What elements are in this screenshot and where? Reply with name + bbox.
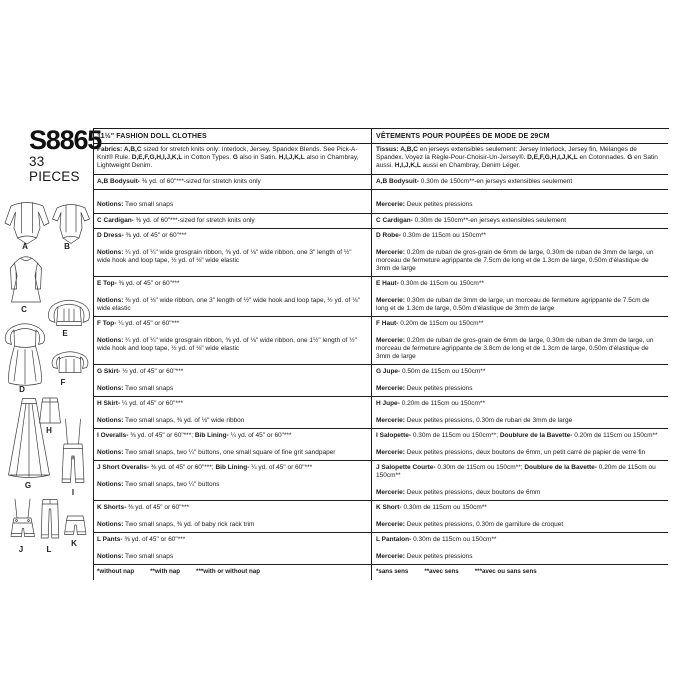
spec-entry-row-11-en — [94, 461, 371, 501]
bold-text: Notions: — [97, 416, 124, 424]
sketch-crop-top-f — [52, 352, 88, 373]
bold-text: G — [232, 154, 238, 161]
spec-para-row-1-en — [94, 144, 371, 175]
notions-line — [376, 449, 662, 457]
bold-text: Notions: — [97, 448, 124, 456]
text: 0.20m de 115cm ou 150cm** — [398, 319, 484, 327]
text: en jerseys extensibles seulement: Jersey Interlock, Jersey fin, Mélanges de Spandex. Voyez la Règle-Pour-Choisir-Un-Jersey®. — [376, 146, 637, 161]
notions-line — [97, 337, 365, 353]
bold-text: Notions: — [97, 296, 124, 304]
sketch-short-overalls-j — [11, 499, 35, 537]
bold-text: Mercerie: — [376, 336, 405, 344]
text: en Satin aussi. — [376, 154, 658, 169]
bold-text: Mercerie: — [376, 296, 405, 304]
spec-entry-row-5-fr — [371, 229, 668, 277]
spec-entry-row-11-fr — [371, 461, 668, 501]
spec-para-row-1-fr — [371, 144, 668, 175]
bold-text: H,I,J,K,L — [394, 162, 421, 169]
notions-line — [97, 521, 365, 529]
notions-line — [376, 417, 662, 425]
text: ⅜ yd. of 60"***-sized for stretch knits only — [133, 216, 255, 224]
text: ½ yd. of 45" or 60"*** — [120, 367, 184, 375]
garment-yardage-line — [376, 432, 662, 440]
garment-yardage-line — [97, 280, 365, 288]
bold-text: Doublure de la Bavette- — [524, 463, 597, 471]
sketch-overalls-i — [62, 419, 84, 483]
notions-line — [376, 521, 662, 529]
bold-text: H,I,J,K,L — [278, 154, 305, 161]
bold-text: Mercerie: — [376, 488, 405, 496]
text: Two small snaps, ⅜ yd. of baby rick rack trim — [123, 520, 255, 528]
text: ¼ yd. of 45" or 60"*** — [249, 463, 313, 471]
bold-text: Mercerie: — [376, 201, 405, 208]
text: Deux petites pressions, deux boutons de 6mm — [404, 488, 541, 496]
bold-text: Bib Lining- — [194, 431, 229, 439]
text: 0.20m de 115cm ou 150cm** — [376, 463, 656, 479]
sketch-pants-l — [41, 500, 59, 539]
bold-text: C Cardigan- — [97, 216, 134, 224]
notions-line — [97, 249, 365, 265]
figure-label-b: B — [64, 242, 70, 251]
figure-label-d: D — [19, 385, 25, 394]
text: also in Chambray, Lightweight Denim. — [97, 154, 359, 169]
text: 0.20m de ruban de gros-grain de 6mm de large, 0.30m de ruban de 3mm de large, un morceau de fermeture agrippante de 3.8cm de long et de 1.3cm de large, 0.50m d'élastique de 3mm de large — [376, 336, 654, 360]
text: 0.20m de 115cm ou 150cm** — [399, 399, 485, 407]
notions-line — [97, 553, 365, 561]
figure-label-f: F — [60, 378, 66, 387]
notions-line — [376, 489, 662, 497]
sketch-bodysuit-short-sleeve-b — [53, 205, 90, 244]
bold-text: E Haut- — [376, 279, 399, 287]
text: Deux petites pressions, 0.30m de garniture de croquet — [404, 520, 564, 528]
figure-label-k: K — [71, 539, 77, 548]
pieces-count: 33 PIECES — [29, 154, 80, 184]
text: ⅜ yd. of ⅛" wide ribbon, one 3" length of ½" wide hook and loop tape, ½ yd. of ⅛" wide elastic — [97, 296, 360, 312]
brand-block — [29, 125, 102, 184]
text: 0.30m de 115cm ou 150cm** — [411, 535, 497, 543]
notions-line — [376, 553, 662, 561]
text: ⅜ yd. of 45" or 60"***; — [149, 463, 216, 471]
spec-entry-row-9-en — [94, 397, 371, 429]
bold-text: D Robe- — [376, 231, 401, 239]
garment-yardage-line — [376, 368, 662, 376]
notions-line — [97, 385, 365, 393]
sketch-shorts-k — [65, 516, 87, 535]
bold-text: Mercerie: — [376, 248, 405, 256]
text: 0.20m de ruban de gros-grain de 6mm de large, 0.30m de ruban de 3mm de large, un morceau de fermeture agrippante de 7.5cm de long et de 1.3cm de large, 0.50m d'élastique de 3mm de large — [376, 248, 654, 272]
text: sized for stretch knits only: Interlock, Jersey, Spandex Blends. See Pick-A-Knit® Rule. — [97, 146, 358, 161]
spec-entry-row-8-en — [94, 365, 371, 397]
text: 0.30m de 150cm**-en jerseys extensibles seulement — [412, 216, 567, 224]
text: 0.30m de 115cm ou 150cm**; — [435, 463, 525, 471]
text: 0.30m de 115cm ou 150cm** — [401, 503, 487, 511]
garment-sketches — [1, 192, 93, 560]
garment-yardage-line — [376, 400, 662, 408]
spec-entry-row-6-en — [94, 277, 371, 317]
notions-line — [376, 337, 662, 361]
text: Deux petites pressions, deux boutons de 6mm, un petit carré de papier de verre fin — [404, 448, 646, 456]
spec-entry-row-13-en — [94, 533, 371, 565]
text: ⅜ yd. of 60"***-sized for stretch knits only — [139, 177, 261, 185]
garment-yardage-line — [97, 536, 365, 544]
spec-entry-row-9-fr — [371, 397, 668, 429]
text: 0.30m de ruban de 3mm de large, un morceau de fermeture agrippante de 7.5cm de long et de 1.3cm de large, 0.50m d'élastique de 3mm de large — [376, 296, 650, 312]
text: aussi en Chambray, Denim Léger. — [420, 162, 521, 169]
sketch-mini-skirt-h — [40, 398, 61, 423]
garment-yardage-line — [376, 280, 662, 288]
spec-entry-row-8-fr — [371, 365, 668, 397]
text: ¼ yd. of 45" or 60"*** — [116, 319, 180, 327]
bold-text: A,B,C — [400, 146, 418, 153]
bold-text: Notions: — [97, 480, 124, 488]
text: ⅜ yd. of 45" or 60"*** — [116, 279, 180, 287]
garment-yardage-line — [376, 232, 662, 240]
sketch-cardigan-c — [11, 257, 42, 302]
bold-text: D,E,F,G,H,I,J,K,L — [131, 154, 183, 161]
bold-text: L Pants- — [97, 535, 123, 543]
bold-text: Notions: — [97, 552, 124, 560]
text: Two small snaps, two ¼" buttons, one small square of fine grit sandpaper — [123, 448, 336, 456]
text: in Cotton Types. — [182, 154, 233, 161]
spec-entry-row-6-fr — [371, 277, 668, 317]
garment-yardage-line — [97, 504, 365, 512]
spec-line-row-2-en — [94, 175, 371, 191]
bold-text: C Cardigan- — [376, 216, 413, 224]
text: 0.20m de 115cm ou 150cm** — [572, 431, 658, 439]
nap-footnote: ***with or without nap — [196, 567, 260, 575]
garment-yardage-line — [376, 536, 662, 544]
figure-label-j: J — [18, 545, 24, 554]
sketch-off-shoulder-dress-d — [5, 324, 44, 386]
bold-text: D,E,F,G,H,I,J,K,L — [527, 154, 578, 161]
text: Deux petites pressions — [404, 201, 473, 208]
bold-text: F Top- — [97, 319, 117, 327]
text: ¼ yd. of ¼" wide grosgrain ribbon, ⅜ yd. of ⅛" wide ribbon, one 1½" length of ½" wide hook and loop tape, ½ yd. of ⅛" wide elastic — [97, 336, 357, 352]
garment-yardage-line — [97, 368, 365, 376]
text: ⅜ yd. of 45" or 60"***; — [128, 431, 195, 439]
spec-entry-row-10-fr — [371, 429, 668, 461]
text: Two small snaps, two ¼" buttons — [123, 480, 220, 488]
bold-text: I Overalls- — [97, 431, 129, 439]
bold-text: J Salopette Courte- — [376, 463, 436, 471]
text: ¼ yd. of ¼" wide grosgrain ribbon, ⅜ yd. of ⅛" wide ribbon, one 3" length of ½" wide hook and loop tape, ½ yd. of ⅛" wide elastic — [97, 248, 352, 264]
spec-line-row-4-en — [94, 214, 371, 230]
text: ⅜ yd. of 45" or 60"*** — [122, 535, 186, 543]
bold-text: Notions: — [97, 336, 124, 344]
garment-yardage-line — [97, 400, 365, 408]
bold-text: Notions: — [97, 520, 124, 528]
sketch-bodysuit-long-sleeve-a — [5, 203, 49, 245]
figure-label-h: H — [46, 426, 52, 435]
spec-entry-row-7-fr — [371, 317, 668, 365]
text: 0.30m de 115cm ou 150cm**; — [411, 431, 500, 439]
bold-text: G Skirt- — [97, 367, 121, 375]
sketch-peasant-top-e — [48, 300, 89, 325]
text: Deux petites pressions — [404, 384, 473, 392]
spec-entry-row-12-fr — [371, 501, 668, 533]
spec-notions-row-3-en — [94, 190, 371, 214]
spec-title-row-0-fr: VÊTEMENTS POUR POUPÉES DE MODE DE 29CM — [371, 129, 668, 144]
bold-text: Mercerie: — [376, 552, 405, 560]
bold-text: Notions: — [97, 384, 124, 392]
spec-foot-row-14-fr — [371, 565, 668, 580]
figure-label-l: L — [46, 545, 52, 554]
spec-entry-row-10-en — [94, 429, 371, 461]
spec-entry-row-12-en — [94, 501, 371, 533]
text: 0.30m de 115cm ou 150cm** — [398, 279, 484, 287]
bold-text: K Shorts- — [97, 503, 127, 511]
bold-text: A,B Bodysuit- — [376, 177, 419, 185]
spec-title-row-0-en: 11½" FASHION DOLL CLOTHES — [94, 129, 371, 144]
spec-foot-row-14-en — [94, 565, 371, 580]
notions-line — [97, 297, 365, 313]
bold-text: Mercerie: — [376, 416, 405, 424]
figure-label-a: A — [22, 242, 28, 251]
text: Deux petites pressions, 0.30m de ruban de 3mm de large — [404, 416, 573, 424]
text: en Cotonnades. — [577, 154, 628, 161]
text: Two small snaps — [123, 201, 174, 208]
bold-text: Fabrics: — [97, 146, 124, 153]
bold-text: Tissus: — [376, 146, 401, 153]
spec-entry-row-13-fr — [371, 533, 668, 565]
figure-label-c: C — [21, 305, 27, 314]
text: Two small snaps — [123, 384, 174, 392]
spec-line-row-2-fr — [371, 175, 668, 191]
bold-text: Bib Lining- — [215, 463, 250, 471]
nap-footnote: ***avec ou sans sens — [474, 567, 537, 575]
figure-label-e: E — [62, 329, 68, 338]
text: Two small snaps — [123, 552, 174, 560]
spec-line-row-4-fr — [371, 214, 668, 230]
bold-text: H Jupe- — [376, 399, 400, 407]
garment-yardage-line — [376, 504, 662, 512]
bold-text: A,B,C — [123, 146, 142, 153]
sketch-long-skirt-g — [9, 399, 50, 478]
garment-yardage-line — [376, 320, 662, 328]
garment-yardage-line — [376, 464, 662, 480]
spec-notions-row-3-fr — [371, 190, 668, 214]
nap-footnote: *sans sens — [376, 567, 409, 575]
garment-yardage-line — [97, 464, 365, 472]
bold-text: A,B Bodysuit- — [97, 177, 140, 185]
bold-text: F Haut- — [376, 319, 399, 327]
bold-text: Mercerie: — [376, 384, 405, 392]
garment-yardage-line — [97, 432, 365, 440]
spec-entry-row-7-en — [94, 317, 371, 365]
bold-text: Doublure de la Bavette- — [499, 431, 573, 439]
text: Two small snaps, ⅜ yd. of ⅛" wide ribbon — [123, 416, 245, 424]
figure-label-i: I — [71, 488, 75, 497]
notions-line — [97, 449, 365, 457]
bold-text: Mercerie: — [376, 520, 405, 528]
spec-entry-row-5-en — [94, 229, 371, 277]
bold-text: K Short- — [376, 503, 402, 511]
text: 0.50m de 115cm ou 150cm** — [400, 367, 486, 375]
bold-text: G Jupe- — [376, 367, 401, 375]
bold-text: Notions: — [97, 248, 124, 256]
bold-text: D Dress- — [97, 231, 124, 239]
text: ¼ yd. of 45" or 60"*** — [120, 399, 183, 407]
garment-yardage-line — [97, 320, 365, 328]
bold-text: G — [627, 154, 633, 161]
spec-table — [93, 128, 669, 580]
text: ¼ yd. of 45" or 60"*** — [228, 431, 292, 439]
bold-text: Mercerie: — [376, 448, 405, 456]
bold-text: L Pantalon- — [376, 535, 412, 543]
bold-text: I Salopette- — [376, 431, 412, 439]
nap-footnote: *without nap — [97, 567, 135, 575]
figure-label-g: G — [24, 481, 32, 490]
pattern-number: S8865 — [29, 125, 102, 155]
notions-line — [97, 481, 365, 489]
notions-line — [376, 297, 662, 313]
bold-text: Notions: — [97, 201, 124, 208]
notions-line — [376, 249, 662, 273]
text: ⅜ yd. of 45" or 60"*** — [126, 503, 190, 511]
text: also in Satin. — [237, 154, 279, 161]
garment-yardage-line — [97, 232, 365, 240]
nap-footnote: **with nap — [150, 567, 181, 575]
bold-text: H Skirt- — [97, 399, 121, 407]
notions-line — [376, 385, 662, 393]
bold-text: J Short Overalls- — [97, 463, 150, 471]
nap-footnote: **avec sens — [424, 567, 459, 575]
bold-text: E Top- — [97, 279, 117, 287]
notions-line — [97, 417, 365, 425]
text: Deux petites pressions — [404, 552, 473, 560]
text: 0.30m de 115cm ou 150cm** — [400, 231, 487, 239]
text: ⅜ yd. of 45" or 60"*** — [123, 231, 187, 239]
text: 0.30m de 150cm**-en jerseys extensibles seulement — [418, 177, 573, 185]
